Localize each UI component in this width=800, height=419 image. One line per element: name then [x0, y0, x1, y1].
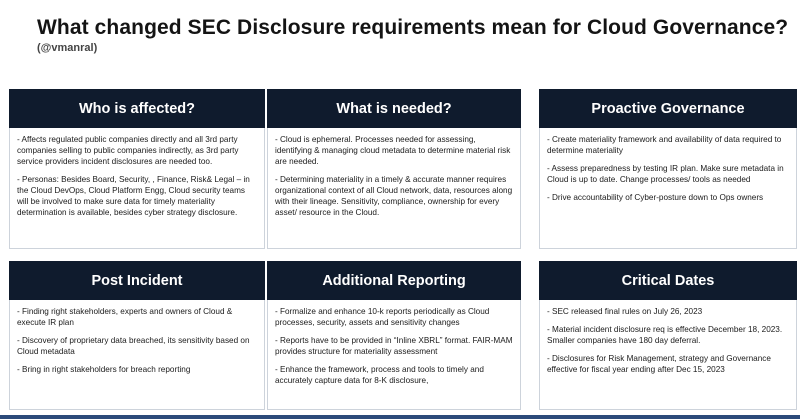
- card-item: - Cloud is ephemeral. Processes needed for assessing, identifying & managing cloud metadata to determine material risk are needed.: [275, 135, 511, 166]
- card-heading: Who is affected?: [9, 89, 265, 128]
- card-post-incident: [9, 261, 265, 410]
- card-item: - Bring in right stakeholders for breach reporting: [17, 365, 191, 374]
- card-item: - Determining materiality in a timely & accurate manner requires organizational context of all Cloud network, data, resources along with their lineage. Sensitivity, compliance, ownership for every asset/ resource in the Cloud.: [275, 175, 513, 217]
- card-what-is-needed: [267, 89, 521, 249]
- card-proactive-governance: [539, 89, 797, 249]
- card-body: [539, 300, 797, 410]
- card-body: [539, 128, 797, 249]
- card-body: [267, 300, 521, 410]
- card-heading: Proactive Governance: [539, 89, 797, 128]
- card-item: - Create materiality framework and availability of data required to determine materiality: [547, 135, 782, 155]
- author-handle: (@vmanral): [37, 42, 98, 54]
- card-item: - Reports have to be provided in “Inline XBRL” format. FAIR-MAM provides structure for materiality assessment: [275, 336, 513, 356]
- card-item: - Assess preparedness by testing IR plan. Make sure metadata in Cloud is up to date. Change processes/ tools as needed: [547, 164, 784, 184]
- card-who-is-affected: [9, 89, 265, 249]
- card-heading: Critical Dates: [539, 261, 797, 300]
- card-body: [267, 128, 521, 249]
- card-critical-dates: [539, 261, 797, 410]
- card-heading: Additional Reporting: [267, 261, 521, 300]
- card-body: [9, 300, 265, 410]
- card-item: - Personas: Besides Board, Security, , Finance, Risk& Legal – in the Cloud DevOps, Cloud Platform Engg, Cloud security teams will be involved to make sure data for timely materiality determination is available, besides cyber strategy disclosure.: [17, 175, 250, 217]
- card-item: - Drive accountability of Cyber-posture down to Ops owners: [547, 193, 764, 202]
- card-item: - Disclosures for Risk Management, strategy and Governance effective for fiscal year ending after Dec 15, 2023: [547, 354, 771, 374]
- card-additional-reporting: [267, 261, 521, 410]
- card-item: - Finding right stakeholders, experts and owners of Cloud & execute IR plan: [17, 307, 233, 327]
- card-body: [9, 128, 265, 249]
- card-item: - Formalize and enhance 10-k reports periodically as Cloud processes, security, assets and sensitivity changes: [275, 307, 490, 327]
- card-heading: What is needed?: [267, 89, 521, 128]
- card-item: - Affects regulated public companies directly and all 3rd party companies selling to public companies indirectly, as 3rd party service providers incident disclosures are needed too.: [17, 135, 239, 166]
- footer-bar: [0, 415, 800, 419]
- page-title: What changed SEC Disclosure requirements mean for Cloud Governance?: [37, 16, 789, 39]
- card-item: - Enhance the framework, process and tools to timely and accurately capture data for 8-K disclosure,: [275, 365, 484, 385]
- card-item: - Discovery of proprietary data breached, its sensitivity based on Cloud metadata: [17, 336, 250, 356]
- card-item: - SEC released final rules on July 26, 2023: [547, 307, 703, 316]
- card-item: - Material incident disclosure req is effective December 18, 2023. Smaller companies have 180 day deferral.: [547, 325, 783, 345]
- card-heading: Post Incident: [9, 261, 265, 300]
